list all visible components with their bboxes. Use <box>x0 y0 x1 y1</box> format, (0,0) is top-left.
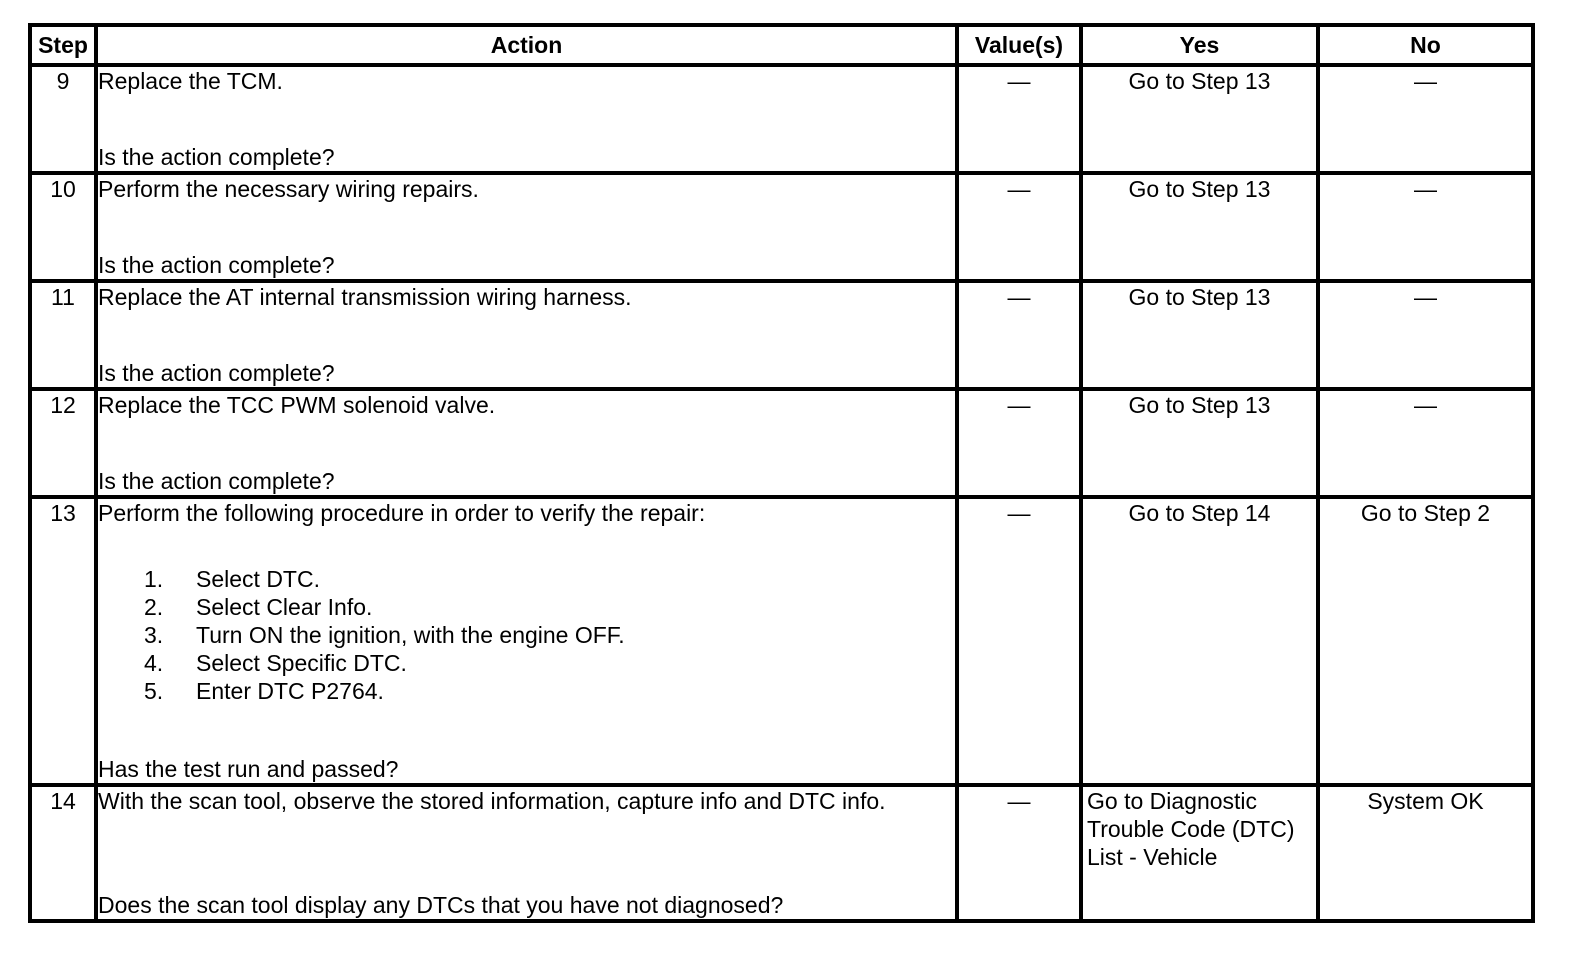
table-row <box>30 65 1533 173</box>
table-row <box>30 173 1533 281</box>
action-cell <box>96 173 957 281</box>
procedure-step: 4. Select Specific DTC. <box>144 650 407 676</box>
no-cell: — <box>1318 173 1533 281</box>
step-number: 12 <box>30 389 96 497</box>
action-cell <box>96 389 957 497</box>
header-step: Step <box>30 25 96 65</box>
yes-line: Go to Diagnostic <box>1087 788 1258 814</box>
header-values: Value(s) <box>957 25 1081 65</box>
yes-cell: Go to Step 13 <box>1081 281 1318 389</box>
yes-cell: Go to Step 13 <box>1081 173 1318 281</box>
yes-line: List - Vehicle <box>1087 844 1218 870</box>
value-cell: — <box>957 65 1081 173</box>
procedure-list <box>98 565 955 705</box>
value-cell: — <box>957 281 1081 389</box>
table-row <box>30 389 1533 497</box>
no-cell: Go to Step 2 <box>1318 497 1533 785</box>
value-cell: — <box>957 497 1081 785</box>
action-instruction: Replace the AT internal transmission wiring harness. <box>98 284 632 310</box>
no-cell: — <box>1318 281 1533 389</box>
table-row <box>30 281 1533 389</box>
procedure-step: 2. Select Clear Info. <box>144 594 373 620</box>
action-cell <box>96 785 957 921</box>
step-number: 10 <box>30 173 96 281</box>
step-number: 11 <box>30 281 96 389</box>
step-number: 9 <box>30 65 96 173</box>
yes-cell: Go to Step 13 <box>1081 65 1318 173</box>
table-row <box>30 497 1533 785</box>
action-instruction: Perform the following procedure in order to verify the repair: <box>98 500 706 526</box>
action-instruction: Replace the TCC PWM solenoid valve. <box>98 392 496 418</box>
no-cell: System OK <box>1318 785 1533 921</box>
action-cell <box>96 497 957 785</box>
no-cell: — <box>1318 389 1533 497</box>
value-cell: — <box>957 173 1081 281</box>
action-instruction: With the scan tool, observe the stored information, capture info and DTC info. <box>98 788 886 814</box>
yes-cell: Go to Step 13 <box>1081 389 1318 497</box>
procedure-step: 5. Enter DTC P2764. <box>144 678 384 704</box>
procedure-step: 1. Select DTC. <box>144 566 320 592</box>
action-instruction: Perform the necessary wiring repairs. <box>98 176 479 202</box>
step-number: 13 <box>30 497 96 785</box>
header-action: Action <box>96 25 957 65</box>
value-cell: — <box>957 785 1081 921</box>
yes-line: Trouble Code (DTC) <box>1087 816 1295 842</box>
yes-cell <box>1081 785 1318 921</box>
action-question: Is the action complete? <box>98 252 335 278</box>
action-question: Does the scan tool display any DTCs that you have not diagnosed? <box>98 892 784 918</box>
procedure-step: 3. Turn ON the ignition, with the engine OFF. <box>144 622 625 648</box>
header-row <box>30 25 1533 65</box>
header-no: No <box>1318 25 1533 65</box>
action-question: Has the test run and passed? <box>98 756 399 782</box>
step-number: 14 <box>30 785 96 921</box>
action-cell <box>96 281 957 389</box>
no-cell: — <box>1318 65 1533 173</box>
header-yes: Yes <box>1081 25 1318 65</box>
action-question: Is the action complete? <box>98 468 335 494</box>
action-instruction: Replace the TCM. <box>98 68 283 94</box>
action-question: Is the action complete? <box>98 360 335 386</box>
action-cell <box>96 65 957 173</box>
yes-cell: Go to Step 14 <box>1081 497 1318 785</box>
value-cell: — <box>957 389 1081 497</box>
table-row <box>30 785 1533 921</box>
diagnostic-table <box>28 23 1535 923</box>
action-question: Is the action complete? <box>98 144 335 170</box>
